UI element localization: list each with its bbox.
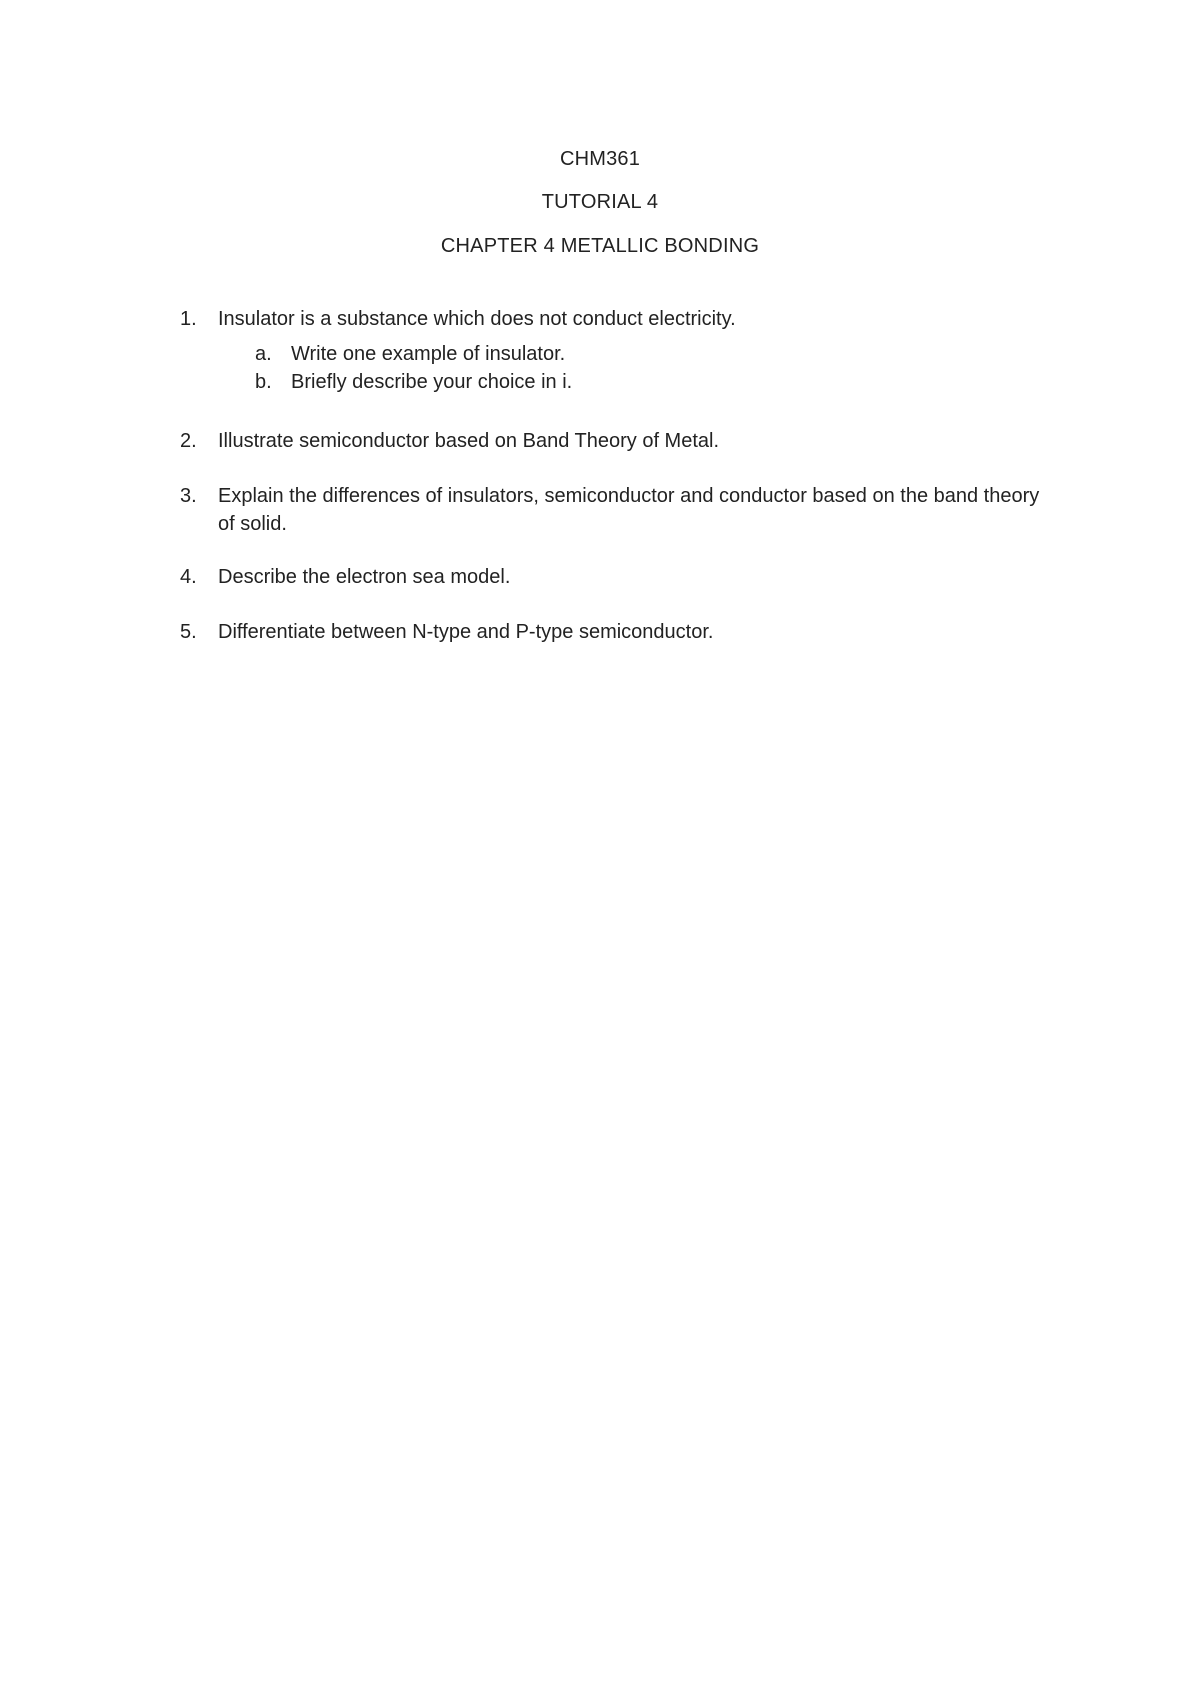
question-number: 5. xyxy=(180,621,197,643)
sub-question-label: b. xyxy=(255,371,272,393)
question-1 xyxy=(180,305,1040,396)
question-4 xyxy=(180,563,1040,591)
question-text: Differentiate between N-type and P-type semiconductor. xyxy=(218,621,714,643)
question-text: Explain the differences of insulators, semiconductor and conductor based on the band theory of solid. xyxy=(218,485,1040,535)
sub-question-a xyxy=(255,340,1040,368)
question-2 xyxy=(180,427,1040,455)
course-code: CHM361 xyxy=(559,148,641,170)
question-text: Insulator is a substance which does not conduct electricity. xyxy=(218,308,736,330)
sub-question-label: a. xyxy=(255,343,272,365)
sub-question-text: Write one example of insulator. xyxy=(291,343,566,365)
question-number: 4. xyxy=(180,566,197,588)
question-number: 3. xyxy=(180,485,197,507)
question-5 xyxy=(180,618,1040,646)
sub-question-b xyxy=(255,368,1040,396)
chapter-title: CHAPTER 4 METALLIC BONDING xyxy=(440,235,760,257)
question-number: 2. xyxy=(180,430,197,452)
question-text: Illustrate semiconductor based on Band Theory of Metal. xyxy=(218,430,720,452)
question-text: Describe the electron sea model. xyxy=(218,566,511,588)
tutorial-title: TUTORIAL 4 xyxy=(541,191,659,213)
question-3 xyxy=(180,482,1040,538)
sub-question-text: Briefly describe your choice in i. xyxy=(291,371,573,393)
question-number: 1. xyxy=(180,308,197,330)
sub-question-list xyxy=(255,340,1040,396)
